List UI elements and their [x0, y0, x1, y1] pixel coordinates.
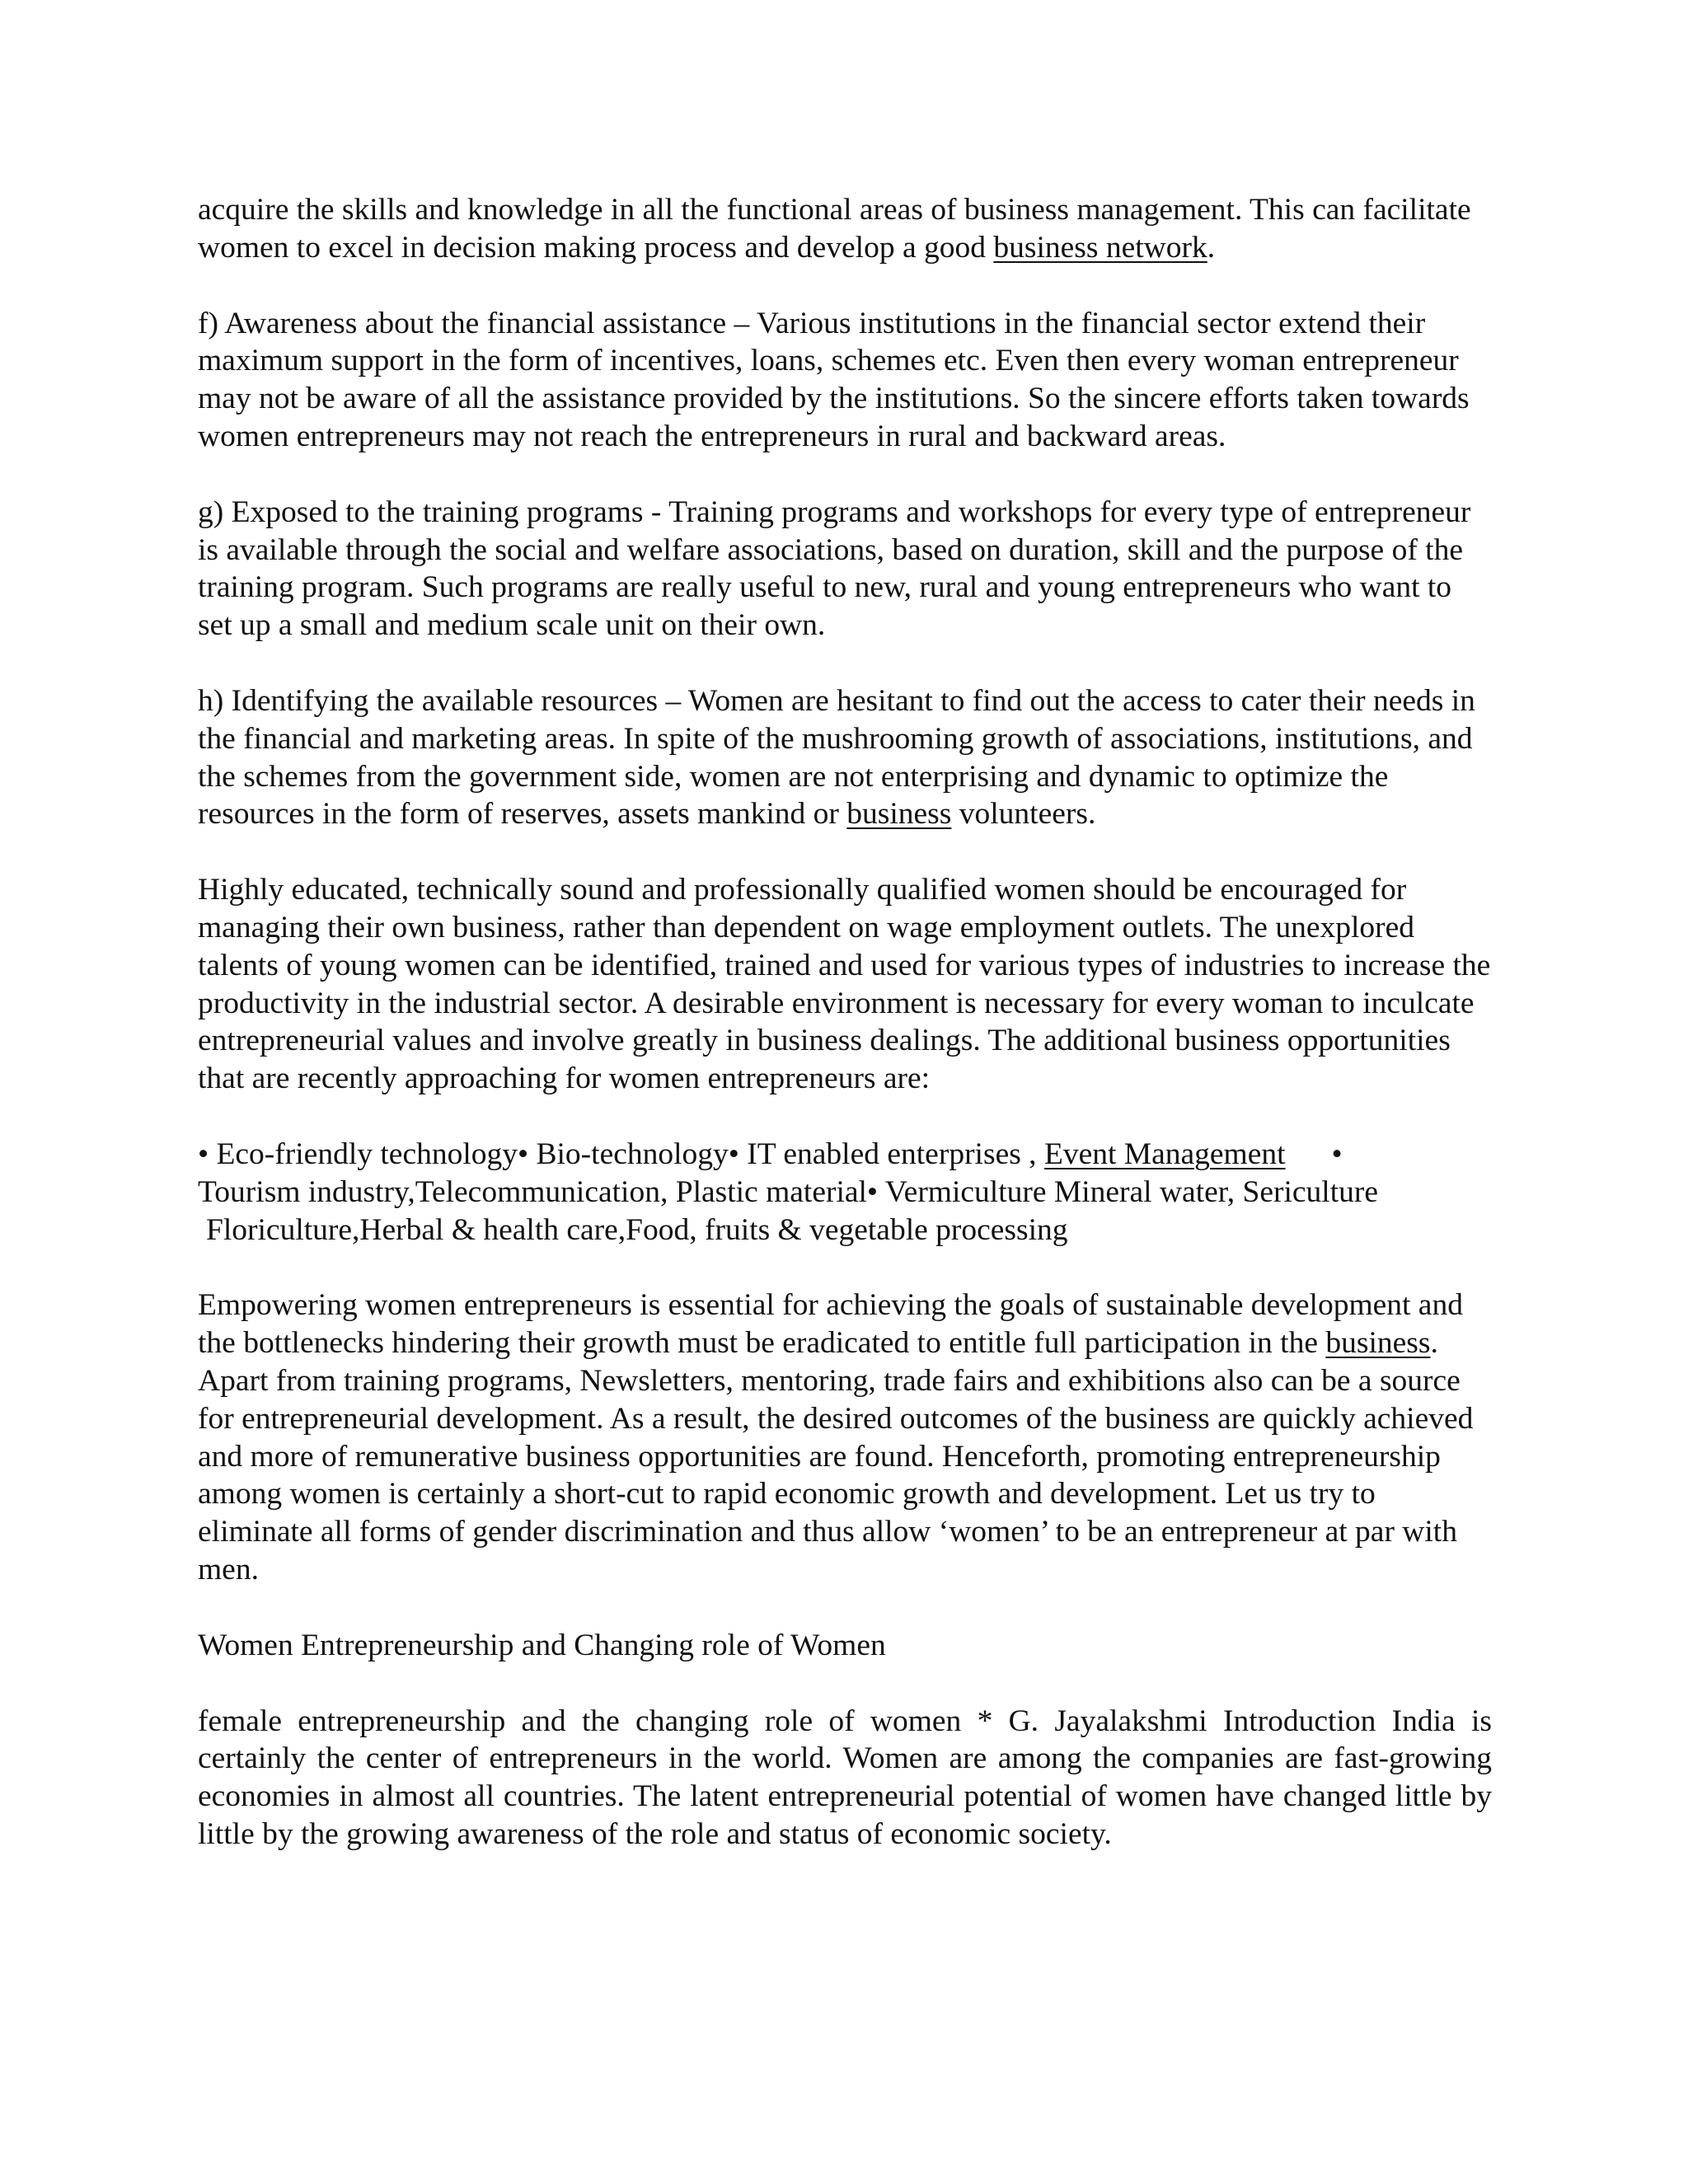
opportunities-line-3: Floriculture,Herbal & health care,Food, fruits & vegetable processing	[206, 1212, 1068, 1247]
opportunities-bullet: •	[1331, 1137, 1343, 1171]
paragraph-empowering-text: Empowering women entrepreneurs is essential for achieving the goals of sustainable development and the bottlenecks hindering their growth must be eradicated to entitle full participation in the	[198, 1288, 1463, 1361]
paragraph-empowering-end: . Apart from training programs, Newsletters, mentoring, trade fairs and exhibitions also can be a source for entrepreneurial development. As a result, the desired outcomes of the business are quickly achieved and more of remunerative business opportunities are found. Henceforth, promoting entrepreneurship among women is certainly a short-cut to rapid economic growth and development. Let us try to eliminate all forms of gender discrimination and thus allow ‘women’ to be an entrepreneur at par with men.	[198, 1326, 1474, 1586]
paragraph-opportunities-list	[198, 1136, 1492, 1249]
business-network-link[interactable]: business network	[993, 230, 1207, 265]
paragraph-resources-text: h) Identifying the available resources – Women are hesitant to find out the access to cater their needs in the financial and marketing areas. In spite of the mushrooming growth of associations, institutions, and the schemes from the government side, women are not enterprising and dynamic to optimize the resources in the form of reserves, assets mankind or	[198, 683, 1475, 832]
paragraph-skills-text: acquire the skills and knowledge in all the functional areas of business management. This can facilitate women to excel in decision making process and develop a good	[198, 193, 1471, 265]
business-link-empowering[interactable]: business	[1325, 1326, 1431, 1361]
opportunities-line-2: Tourism industry,Telecommunication, Plastic material• Vermiculture Mineral water, Sericulture	[198, 1174, 1379, 1209]
paragraph-training-programs: g) Exposed to the training programs - Training programs and workshops for every type of entrepreneur is available through the social and welfare associations, based on duration, skill and the purpose of the training program. Such programs are really useful to new, rural and young entrepreneurs who want to set up a small and medium scale unit on their own.	[198, 494, 1471, 643]
section-heading: Women Entrepreneurship and Changing role of Women	[198, 1628, 886, 1662]
paragraph-financial-assistance: f) Awareness about the financial assistance – Various institutions in the financial sector extend their maximum support in the form of incentives, loans, schemes etc. Even then every woman entrepreneur may not be aware of all the assistance provided by the institutions. So the sincere efforts taken towards women entrepreneurs may not reach the entrepreneurs in rural and backward areas.	[198, 306, 1470, 453]
business-link-resources[interactable]: business	[846, 797, 952, 832]
paragraph-introduction: female entrepreneurship and the changing role of women * G. Jayalakshmi Introduction India is certainly the center of entrepreneurs in the world. Women are among the companies are fast-growing economies in almost all countries. The latent entrepreneurial potential of women have changed little by little by the growing awareness of the role and status of economic society.	[198, 1704, 1492, 1851]
paragraph-skills-end: .	[1207, 230, 1216, 265]
paragraph-skills	[198, 191, 1492, 267]
event-management-link[interactable]: Event Management	[1043, 1137, 1286, 1171]
document-page	[198, 191, 1492, 1891]
paragraph-empowering	[198, 1286, 1492, 1588]
opportunities-line-1: • Eco-friendly technology• Bio-technology• IT enabled enterprises ,	[198, 1137, 1044, 1171]
paragraph-available-resources	[198, 682, 1492, 833]
paragraph-resources-end: volunteers.	[951, 797, 1096, 832]
paragraph-highly-educated: Highly educated, technically sound and professionally qualified women should be encouraged for managing their own business, rather than dependent on wage employment outlets. The unexplored talents of young women can be identified, trained and used for various types of industries to increase the productivity in the industrial sector. A desirable environment is necessary for every woman to inculcate entrepreneurial values and involve greatly in business dealings. The additional business opportunities that are recently approaching for women entrepreneurs are:	[198, 873, 1491, 1096]
